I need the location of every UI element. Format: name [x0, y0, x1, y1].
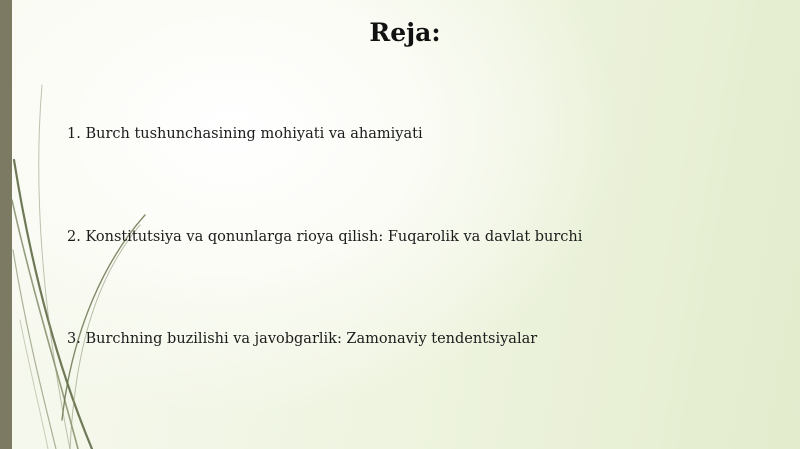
plan-item-3: 3. Burchning buzilishi va javobgarlik: Zamonaviy tendentsiyalar [67, 331, 538, 347]
slide-title: Reja: [369, 18, 441, 47]
plan-item-2: 2. Konstitutsiya va qonunlarga rioya qilish: Fuqarolik va davlat burchi [67, 229, 583, 245]
plan-item-1: 1. Burch tushunchasining mohiyati va ahamiyati [67, 126, 423, 142]
